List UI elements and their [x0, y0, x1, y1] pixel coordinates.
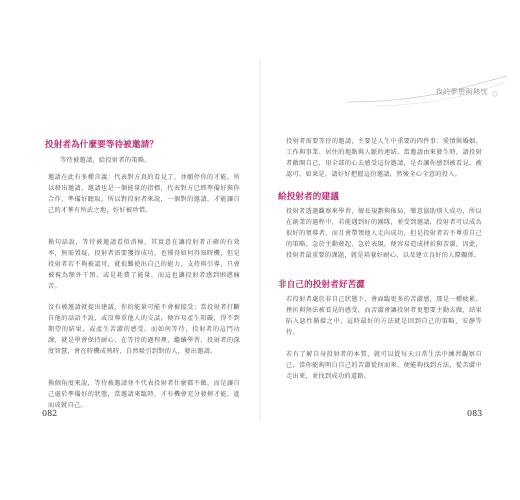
right-section1-paragraph: 投射者透過觀察來學習，擅長規劃與佈局，樂意協助別人成功，所以在創業的過程中，若能遇到好的團隊，並受到邀請，投射者可以成為很好的領導者，而且會帶領他人走向成功，但是投射者若不尊重自己的策略，急於主動發起，急於表現，便容易造成挫折與苦澀，因此，投射者最重要的課題，就是培養好耐心，以及建立良好的人際關係。 [286, 208, 482, 259]
left-paragraph-4: 沒有被邀請就提出建議，你的能量可能不會被接受；當投射者打斷自他的話語不說，或沒尊重他人的交談，便容易產生阻礙，得不到期望的結果，或產生苦澀的感受。而如何等待，投射者的這門功課，就是學會保持耐心，在等待的過程裡，繼續學習，投射者的深度智慧，會在時機成熟時，自然吸引到對的人，發出邀請。 [48, 304, 240, 355]
left-paragraph-3: 換句話說，等待被邀請看似消極，其實意在讓投射者正確的有效率，無需置疑，投射者需要獲得成功，也懂得如何得知時機，但是投射者若不夠被認可，就很難使出自己的能力，支持與引導，只會被視為額外干預，或是耗費了能量，而這也讓投射者感到困惑痛苦。 [48, 239, 240, 290]
running-header: 我的夢想與熱忱 [435, 88, 488, 96]
left-paragraph-2: 邀請在此有多種含義：代表對方真的看見了，並願停你的才能，所以發出邀請，邀請也是一個能量的指標，代表對方已經準備好與你合作、準備好聽取，所以對投射者來說，一個對的邀請，才能讓自己的才華有所武之地，好好被珍惜。 [48, 174, 240, 214]
right-section2-title: 非自己的投射者好苦澀 [278, 280, 366, 290]
right-section1-title: 給投射者的建議 [278, 192, 339, 202]
right-intro-paragraph: 投射者需要等待的邀請，主要是人生中重要的四件事：愛情與婚姻、工作與事業、居住的地點與人脈的連結。當邀請由來發生時，請投射者敞開自己，用全部的心去感受這份邀請，是否讓你感到被看見、被認可，如果是，請好好把握這份邀請，然後全心全意的投入。 [286, 138, 482, 178]
left-section-title: 投射者為什麼要等待被邀請？ [45, 140, 159, 150]
right-section2-paragraph-1: 若投射者處於非自己狀態下，會面臨更多的苦澀感，那是一種疲累、挫折與無法被看見的感受，而苦澀會讓投射者更想要主動去做，結果陷入惡性循環之中，這時最好的方法就是回到自己的策略，安靜等待。 [286, 296, 482, 336]
right-section2-paragraph-2: 若有了解自身投射者的本質，就可以從每天日常生活中練習觀察自己，當你能夠明白自己的苦澀從何而來，便能夠找到方法，從苦澀中走出來，並找到成功的道路。 [286, 351, 482, 380]
left-page-number: 082 [42, 409, 58, 418]
right-page-number: 083 [467, 409, 483, 418]
left-paragraph-5: 換個角度來說，等待被邀請並不代表投射者什麼都不做，而是讓自己處於準備好的狀態，當邀請來臨時，才有機會充分發揮才能，進而成就自己。 [48, 380, 240, 409]
left-paragraph-1: 等待被邀請，給投射者的策略。 [60, 157, 151, 164]
right-page [260, 0, 520, 500]
